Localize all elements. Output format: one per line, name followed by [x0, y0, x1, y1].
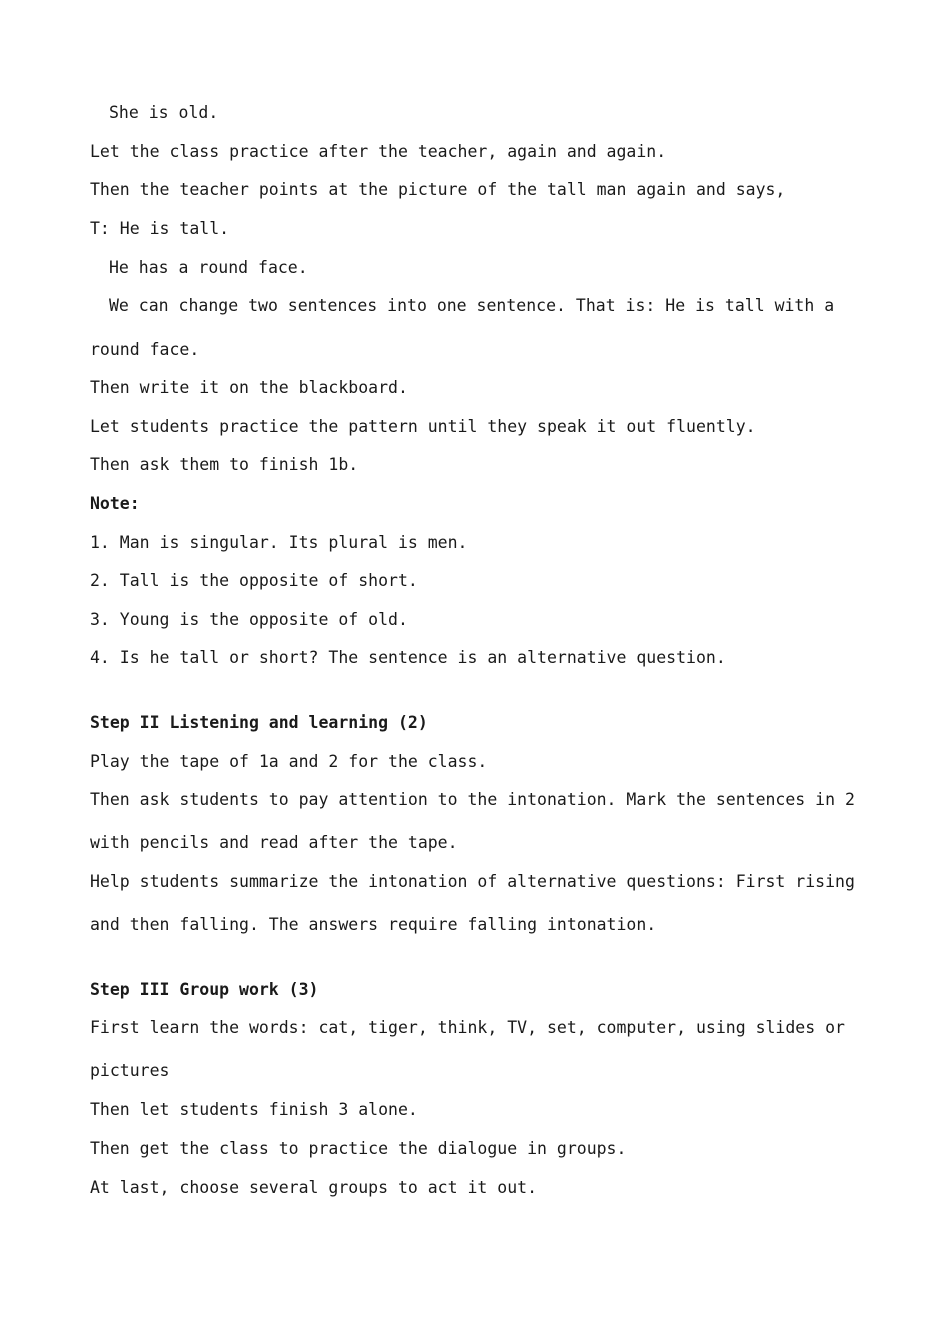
- text-line: Then write it on the blackboard.: [90, 378, 408, 397]
- text-line: At last, choose several groups to act it out.: [90, 1178, 538, 1197]
- text-line: First learn the words: cat, tiger, think, TV, set, computer, using slides or: [90, 1018, 845, 1037]
- note-heading: Note:: [90, 494, 140, 513]
- text-line: Play the tape of 1a and 2 for the class.: [90, 752, 488, 771]
- text-line: pictures: [90, 1061, 170, 1080]
- step-heading: Step II Listening and learning (2): [90, 713, 428, 732]
- text-line: She is old.: [109, 103, 219, 122]
- text-line: round face.: [90, 340, 200, 359]
- text-line: Then ask students to pay attention to the intonation. Mark the sentences in 2: [90, 790, 855, 809]
- text-line: with pencils and read after the tape.: [90, 833, 458, 852]
- text-line: Let the class practice after the teacher, again and again.: [90, 142, 667, 161]
- note-item: 4. Is he tall or short? The sentence is an alternative question.: [90, 648, 726, 667]
- text-line: Let students practice the pattern until they speak it out fluently.: [90, 417, 756, 436]
- text-line: and then falling. The answers require falling intonation.: [90, 915, 657, 934]
- text-line: Then the teacher points at the picture of the tall man again and says,: [90, 180, 786, 199]
- text-line: Then ask them to finish 1b.: [90, 455, 359, 474]
- note-item: 1. Man is singular. Its plural is men.: [90, 533, 468, 552]
- text-line: T: He is tall.: [90, 219, 230, 238]
- step-heading: Step III Group work (3): [90, 980, 319, 999]
- text-line: Help students summarize the intonation of alternative questions: First rising: [90, 872, 855, 891]
- note-item: 3. Young is the opposite of old.: [90, 610, 408, 629]
- note-item: 2. Tall is the opposite of short.: [90, 571, 418, 590]
- text-line: We can change two sentences into one sentence. That is: He is tall with a: [109, 296, 835, 315]
- text-line: Then let students finish 3 alone.: [90, 1100, 418, 1119]
- text-line: Then get the class to practice the dialogue in groups.: [90, 1139, 627, 1158]
- text-line: He has a round face.: [109, 258, 308, 277]
